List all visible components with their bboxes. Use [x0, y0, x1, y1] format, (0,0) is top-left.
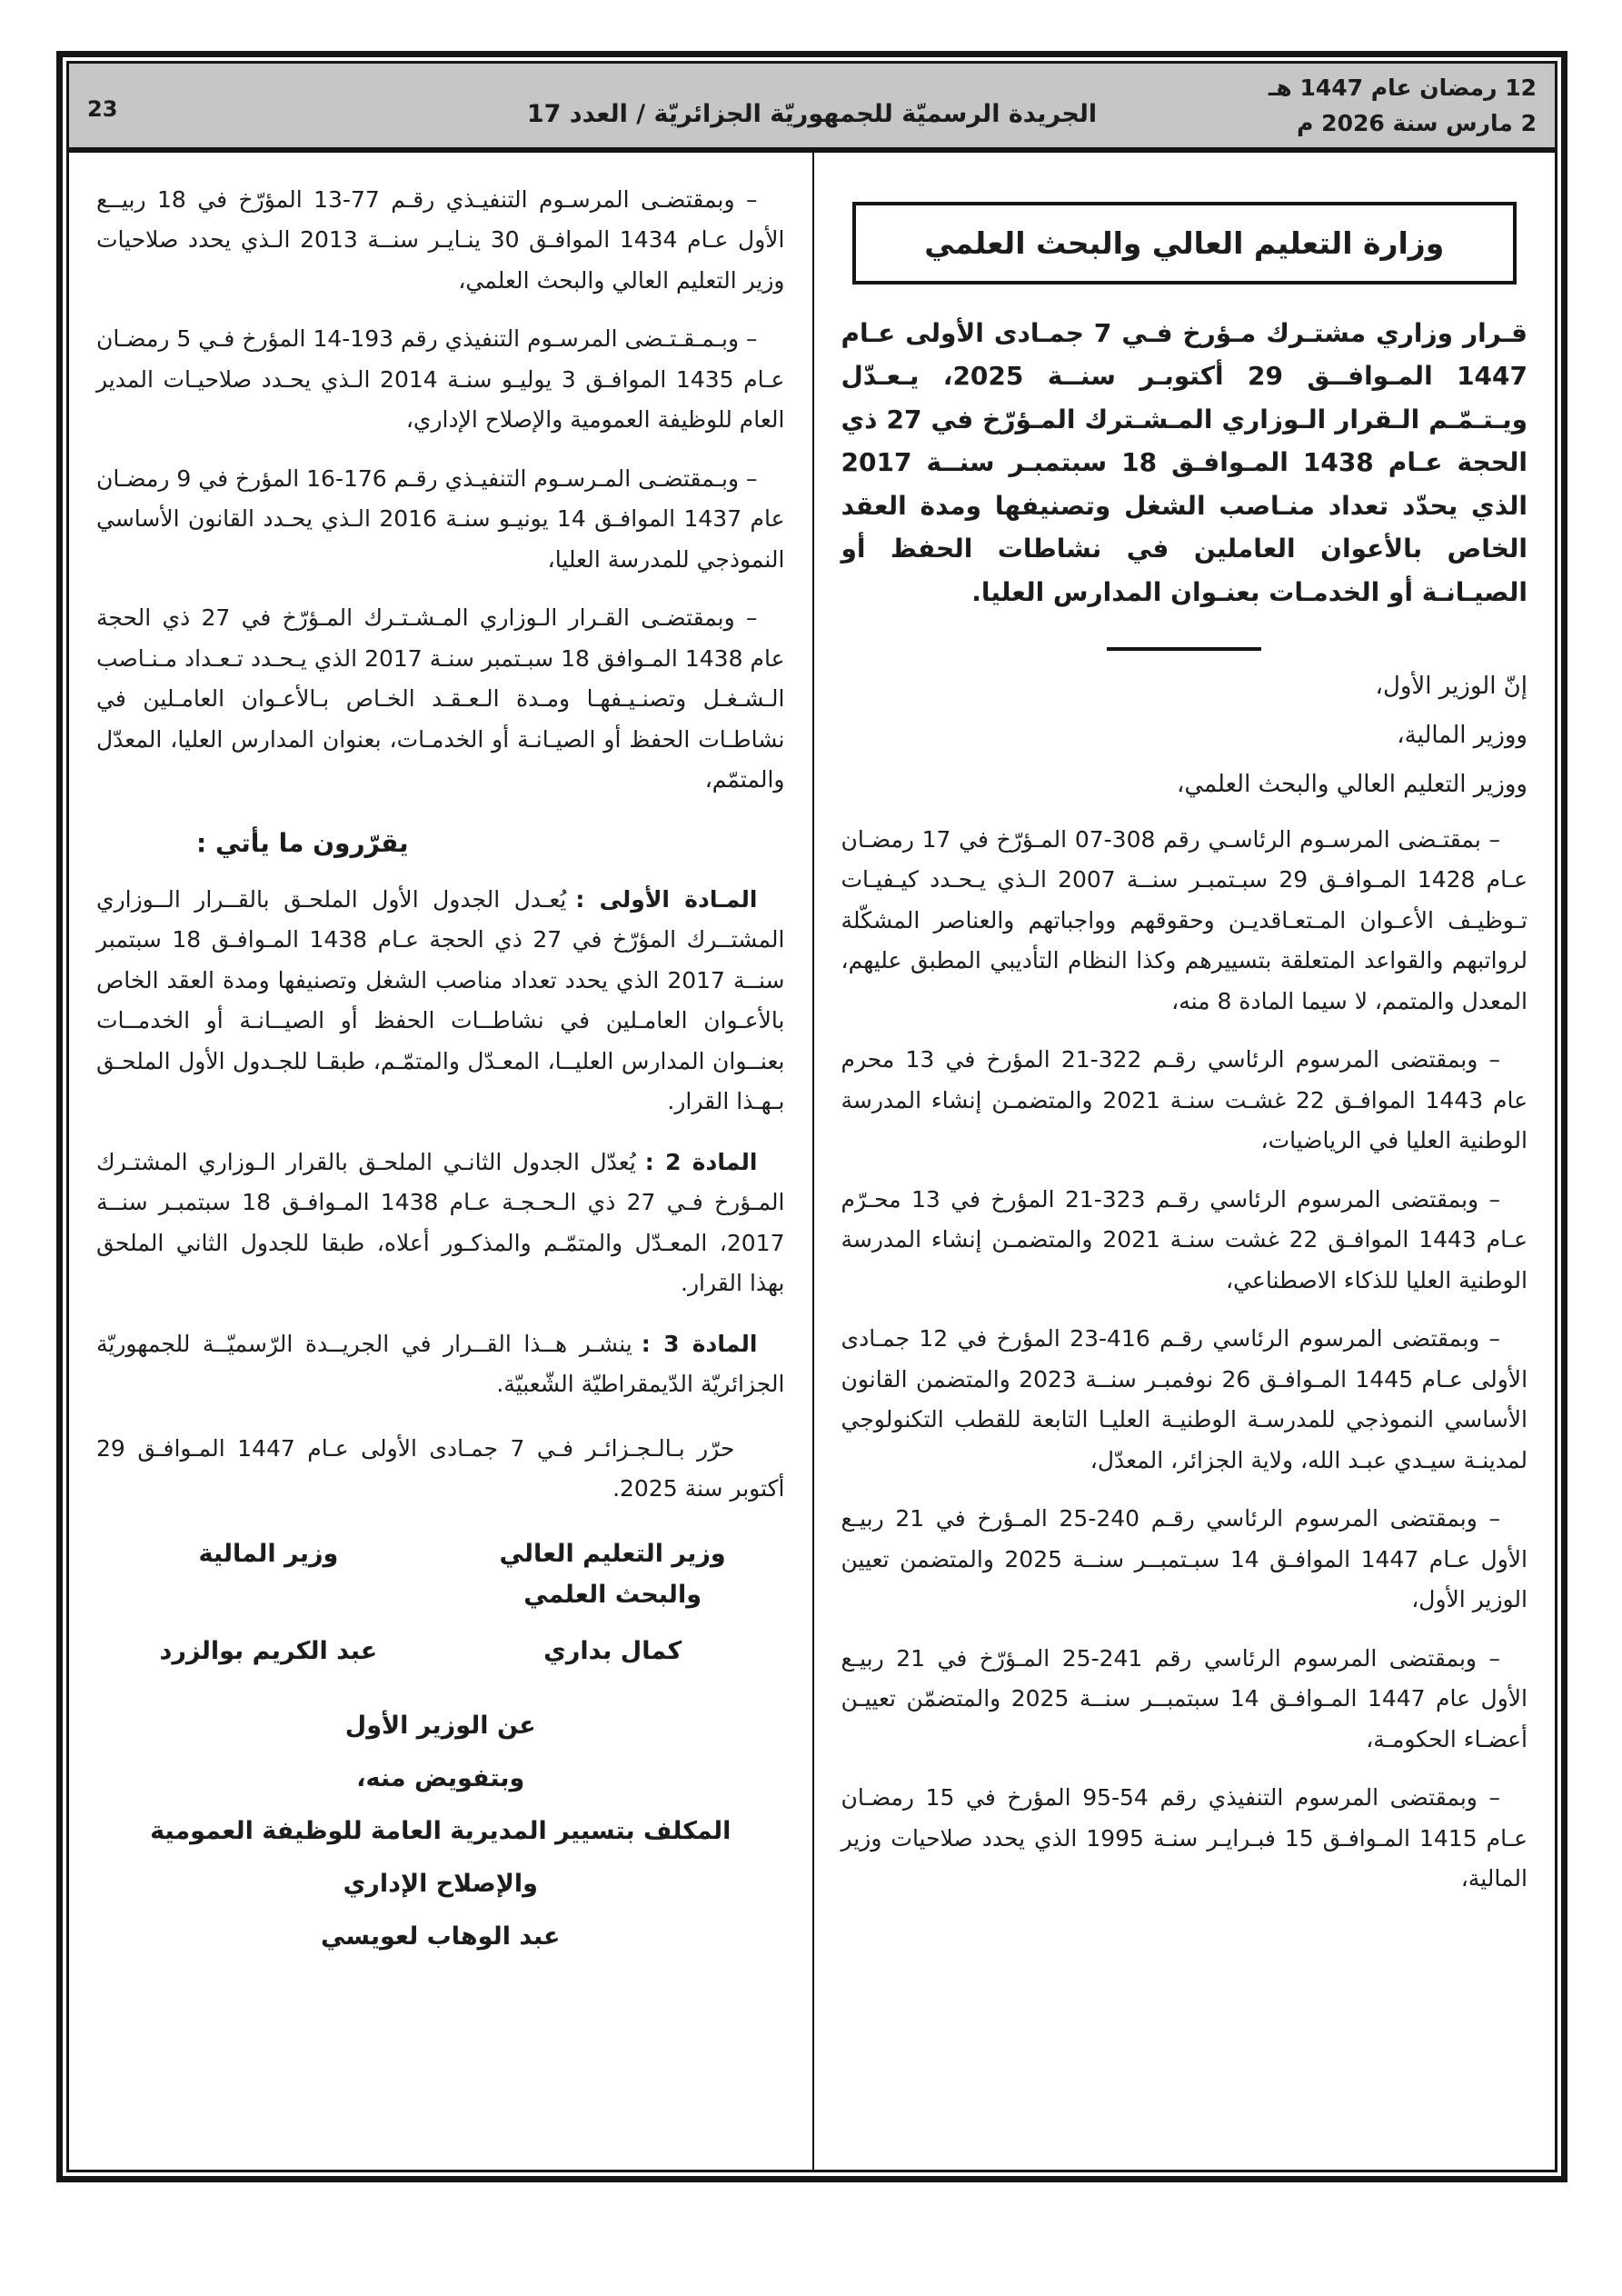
article-text: ينشـر هــذا القــرار في الجريــدة الرّسميّــة للجمهوريّة الجزائريّة الدّيمقراطيّة الشّعبيّة.	[96, 1330, 785, 1397]
signature-name: كمال بداري	[543, 1637, 682, 1666]
masthead-dates	[1203, 71, 1537, 142]
delegation-line: عن الوزير الأول	[344, 1712, 536, 1741]
gregorian-date: 2 مارس سنة 2026 م	[1297, 109, 1537, 136]
journal-title: الجريدة الرسميّة للجمهوريّة الجزائريّة / العدد 17	[526, 100, 1098, 129]
signature-finance	[96, 1533, 441, 1673]
signature-title: وزير التعليم العالي	[499, 1539, 726, 1568]
article-paragraph	[96, 1143, 785, 1304]
visa-paragraph: – وبمقتضى المرسوم التنفيذي رقم 54-95 المؤرخ في 15 رمضـان عـام 1415 المـوافـق 15 فبـرايـر سنـة 1995 الذي يحدد صلاحيات وزير المالية،	[841, 1784, 1527, 1892]
article-label: المادة 3 :	[641, 1330, 758, 1357]
visa-paragraph: – وبـمـقـتـضى المرسـوم التنفيذي رقم 193-14 المؤرخ فـي 5 رمضـان عـام 1435 الموافـق 3 يوليـو سنـة 2014 الـذي يحـدد صلاحيـات المدير العام للوظيفة العمومية والإصلاح الإداري،	[96, 325, 785, 433]
page-frame	[56, 51, 1567, 2182]
column-left	[69, 153, 812, 2171]
signatures-row	[96, 1533, 785, 1673]
article-text: يُعدّل الجدول الثانـي الملحـق بالقرار الـوزاري المشتـرك المـؤرخ فـي 27 ذي الـحـجـة عـام 1438 المـوافـق 18 سبتمبـر سنــة 2017، المعـدّل والمتمّـم والمذكـور أعلاه، طبقا للجدول الثاني الملحق بهذا القرار.	[96, 1148, 785, 1296]
decision-heading	[96, 828, 785, 858]
visa-paragraph: – وبمقتضى المرسوم الرئاسي رقـم 322-21 المؤرخ في 13 محرم عام 1443 الموافـق 22 غشـت سنـة 2021 والمتضمـن إنشاء المدرسة الوطنية العليا في الرياضيات،	[841, 1046, 1528, 1154]
column-right	[812, 153, 1556, 2171]
visa-paragraph: – وبمقتضـى المرسـوم التنفيـذي رقـم 77-13 المؤرّخ في 18 ربيــع الأول عـام 1434 الموافـق 30 ينـايـر سنــة 2013 الـذي يحدد صلاحيات وزير التعليم العالي والبحث العلمي،	[96, 185, 785, 294]
issued-statement: حرّر بـالـجـزائـر فـي 7 جمـادى الأولى عـام 1447 المـوافـق 29 أكتوبر سنة 2025.	[96, 1434, 785, 1502]
signature-higher-education	[441, 1533, 785, 1673]
content-columns	[69, 153, 1555, 2171]
delegation-line: المكلف بتسيير المديرية العامة للوظيفة العمومية	[150, 1817, 731, 1846]
article-label: المـادة الأولى :	[575, 885, 758, 913]
signature-title: وزير المالية	[198, 1539, 339, 1568]
article-text: يُعـدل الجدول الأول الملحـق بالقــرار الــوزاري المشتــرك المؤرّخ في 27 ذي الحجة عـام 1438 المـوافـق 18 سبتمبر سنــة 2017 الذي يحدد تعداد مناصب الشغل وتصنيفها ومدة العقد الخاص بالأعـوان العامـلين في نشاطــات الحفظ أو الصيــانـة أو الخدمــات بعنــوان المدارس العليــا، المعـدّل والمتمّـم، طبقـا للجـدول الأول الملحـق بـهـذا القرار.	[96, 885, 785, 1114]
signature-title: والبحث العلمي	[523, 1581, 702, 1610]
delegation-line: وبتفويض منه،	[356, 1764, 525, 1793]
article-paragraph	[96, 1324, 785, 1405]
page-frame-inner	[66, 61, 1557, 2172]
decree-title: قـرار وزاري مشتـرك مـؤرخ فـي 7 جمـادى الأولى عـام 1447 المـوافــق 29 أكتوبـر سنــة 2025، يـعـدّل ويـتـمّـم الـقرار الـوزاري المـشـترك المـؤرّخ في 27 ذي الحجة عـام 1438 المـوافـق 18 سبتمبـر سنــة 2017 الذي يحدّد تعداد منـاصب الشغل وتصنيفها ومدة العقد الخاص بالأعوان العاملين في نشاطات الحفظ أو الصيـانـة أو الخدمـات بعنـوان المدارس العليا.	[841, 317, 1528, 608]
decision-heading-text: يقرّرون ما يأتي :	[196, 827, 409, 858]
preamble-line: ووزير التعليم العالي والبحث العلمي،	[1176, 770, 1527, 798]
preamble-line: ووزير المالية،	[1397, 721, 1527, 749]
visa-paragraph: – وبمقتضـى القـرار الـوزاري المـشـتـرك المـؤرّخ في 27 ذي الحجة عام 1438 المـوافق 18 سبـتمبر سنـة 2017 الذي يـحـدد تـعـداد مـنـاصب الـشـغـل وتصنـيـفهـا ومـدة الـعـقـد الخـاص بـالأعـوان العامـلين في نشاطـات الحفظ أو الصيـانـة أو الخدمـات، بعنوان المدارس العليا، المعدّل والمتمّم،	[96, 604, 785, 793]
visa-paragraph: – وبمقتضى المرسوم الرئاسي رقـم 416-23 المؤرخ في 12 جمـادى الأولى عـام 1445 المـوافـق 26 نوفمبـر سنــة 2023 والمتضمن القانون الأساسي النموذجي للمدرسـة الوطنيـة العليـا التابعة للقطب التكنولوجي لمدينـة سيـدي عبـد الله، ولاية الجزائر، المعدّل،	[841, 1325, 1528, 1473]
visa-paragraph: – وبمقتضى المرسوم الرئاسي رقـم 323-21 المؤرخ في 13 محـرّم عـام 1443 الموافـق 22 غشت سنـة 2021 والمتضمـن إنشاء المدرسة الوطنية العليا للذكاء الاصطناعي،	[841, 1185, 1528, 1293]
delegation-line: عبد الوهاب لعويسي	[321, 1922, 561, 1952]
delegation-block	[96, 1700, 785, 1963]
article-label: المادة 2 :	[644, 1148, 758, 1175]
visa-paragraph: – وبمقتضى المرسوم الرئاسي رقـم 240-25 المـؤرخ في 21 ربيـع الأول عـام 1447 الموافـق 14 سبـتمبــر سنــة 2025 والمتضمن تعيين الوزير الأول،	[841, 1505, 1527, 1613]
visa-paragraph: – بمقتـضى المرسـوم الرئاسـي رقم 308-07 المـؤرّخ في 17 رمضـان عـام 1428 المـوافـق 29 سبـتمبـر سنــة 2007 الـذي يـحـدد كيـفيـات تـوظيـف الأعـوان المـتعـاقديـن وحقوقهم وواجباتهم والعناصر المشكّلة لرواتبهم والقواعد المتعلقة بتسييرهم وكذا النظام التأديبي المطبق عليهم، المعدل والمتمم، لا سيما المادة 8 منه،	[841, 825, 1527, 1014]
signature-name: عبد الكريم بوالزرد	[159, 1637, 378, 1666]
ministry-heading: وزارة التعليم العالي والبحث العلمي	[852, 202, 1518, 285]
preamble-line: إنّ الوزير الأول،	[1375, 672, 1527, 700]
section-separator	[1107, 647, 1261, 651]
delegation-line: والإصلاح الإداري	[343, 1870, 538, 1899]
article-paragraph	[96, 880, 785, 1123]
masthead	[69, 64, 1555, 153]
visa-paragraph: – وبـمقتضـى المـرسـوم التنفيـذي رقـم 176-16 المؤرخ في 9 رمضـان عام 1437 الموافـق 14 يونيـو سنـة 2016 الـذي يحـدد القانون الأساسي النموذجي للمدرسة العليا،	[96, 464, 785, 573]
visa-paragraph: – وبمقتضى المرسوم الرئاسي رقم 241-25 المـؤرّخ في 21 ربيـع الأول عام 1447 المـوافـق 14 سبتمبــر سنــة 2025 والمتضمّن تعييـن أعضـاء الحكومـة،	[841, 1644, 1527, 1752]
page-number: 23	[87, 95, 118, 122]
hijri-date: 12 رمضان عام 1447 هـ	[1268, 75, 1537, 101]
